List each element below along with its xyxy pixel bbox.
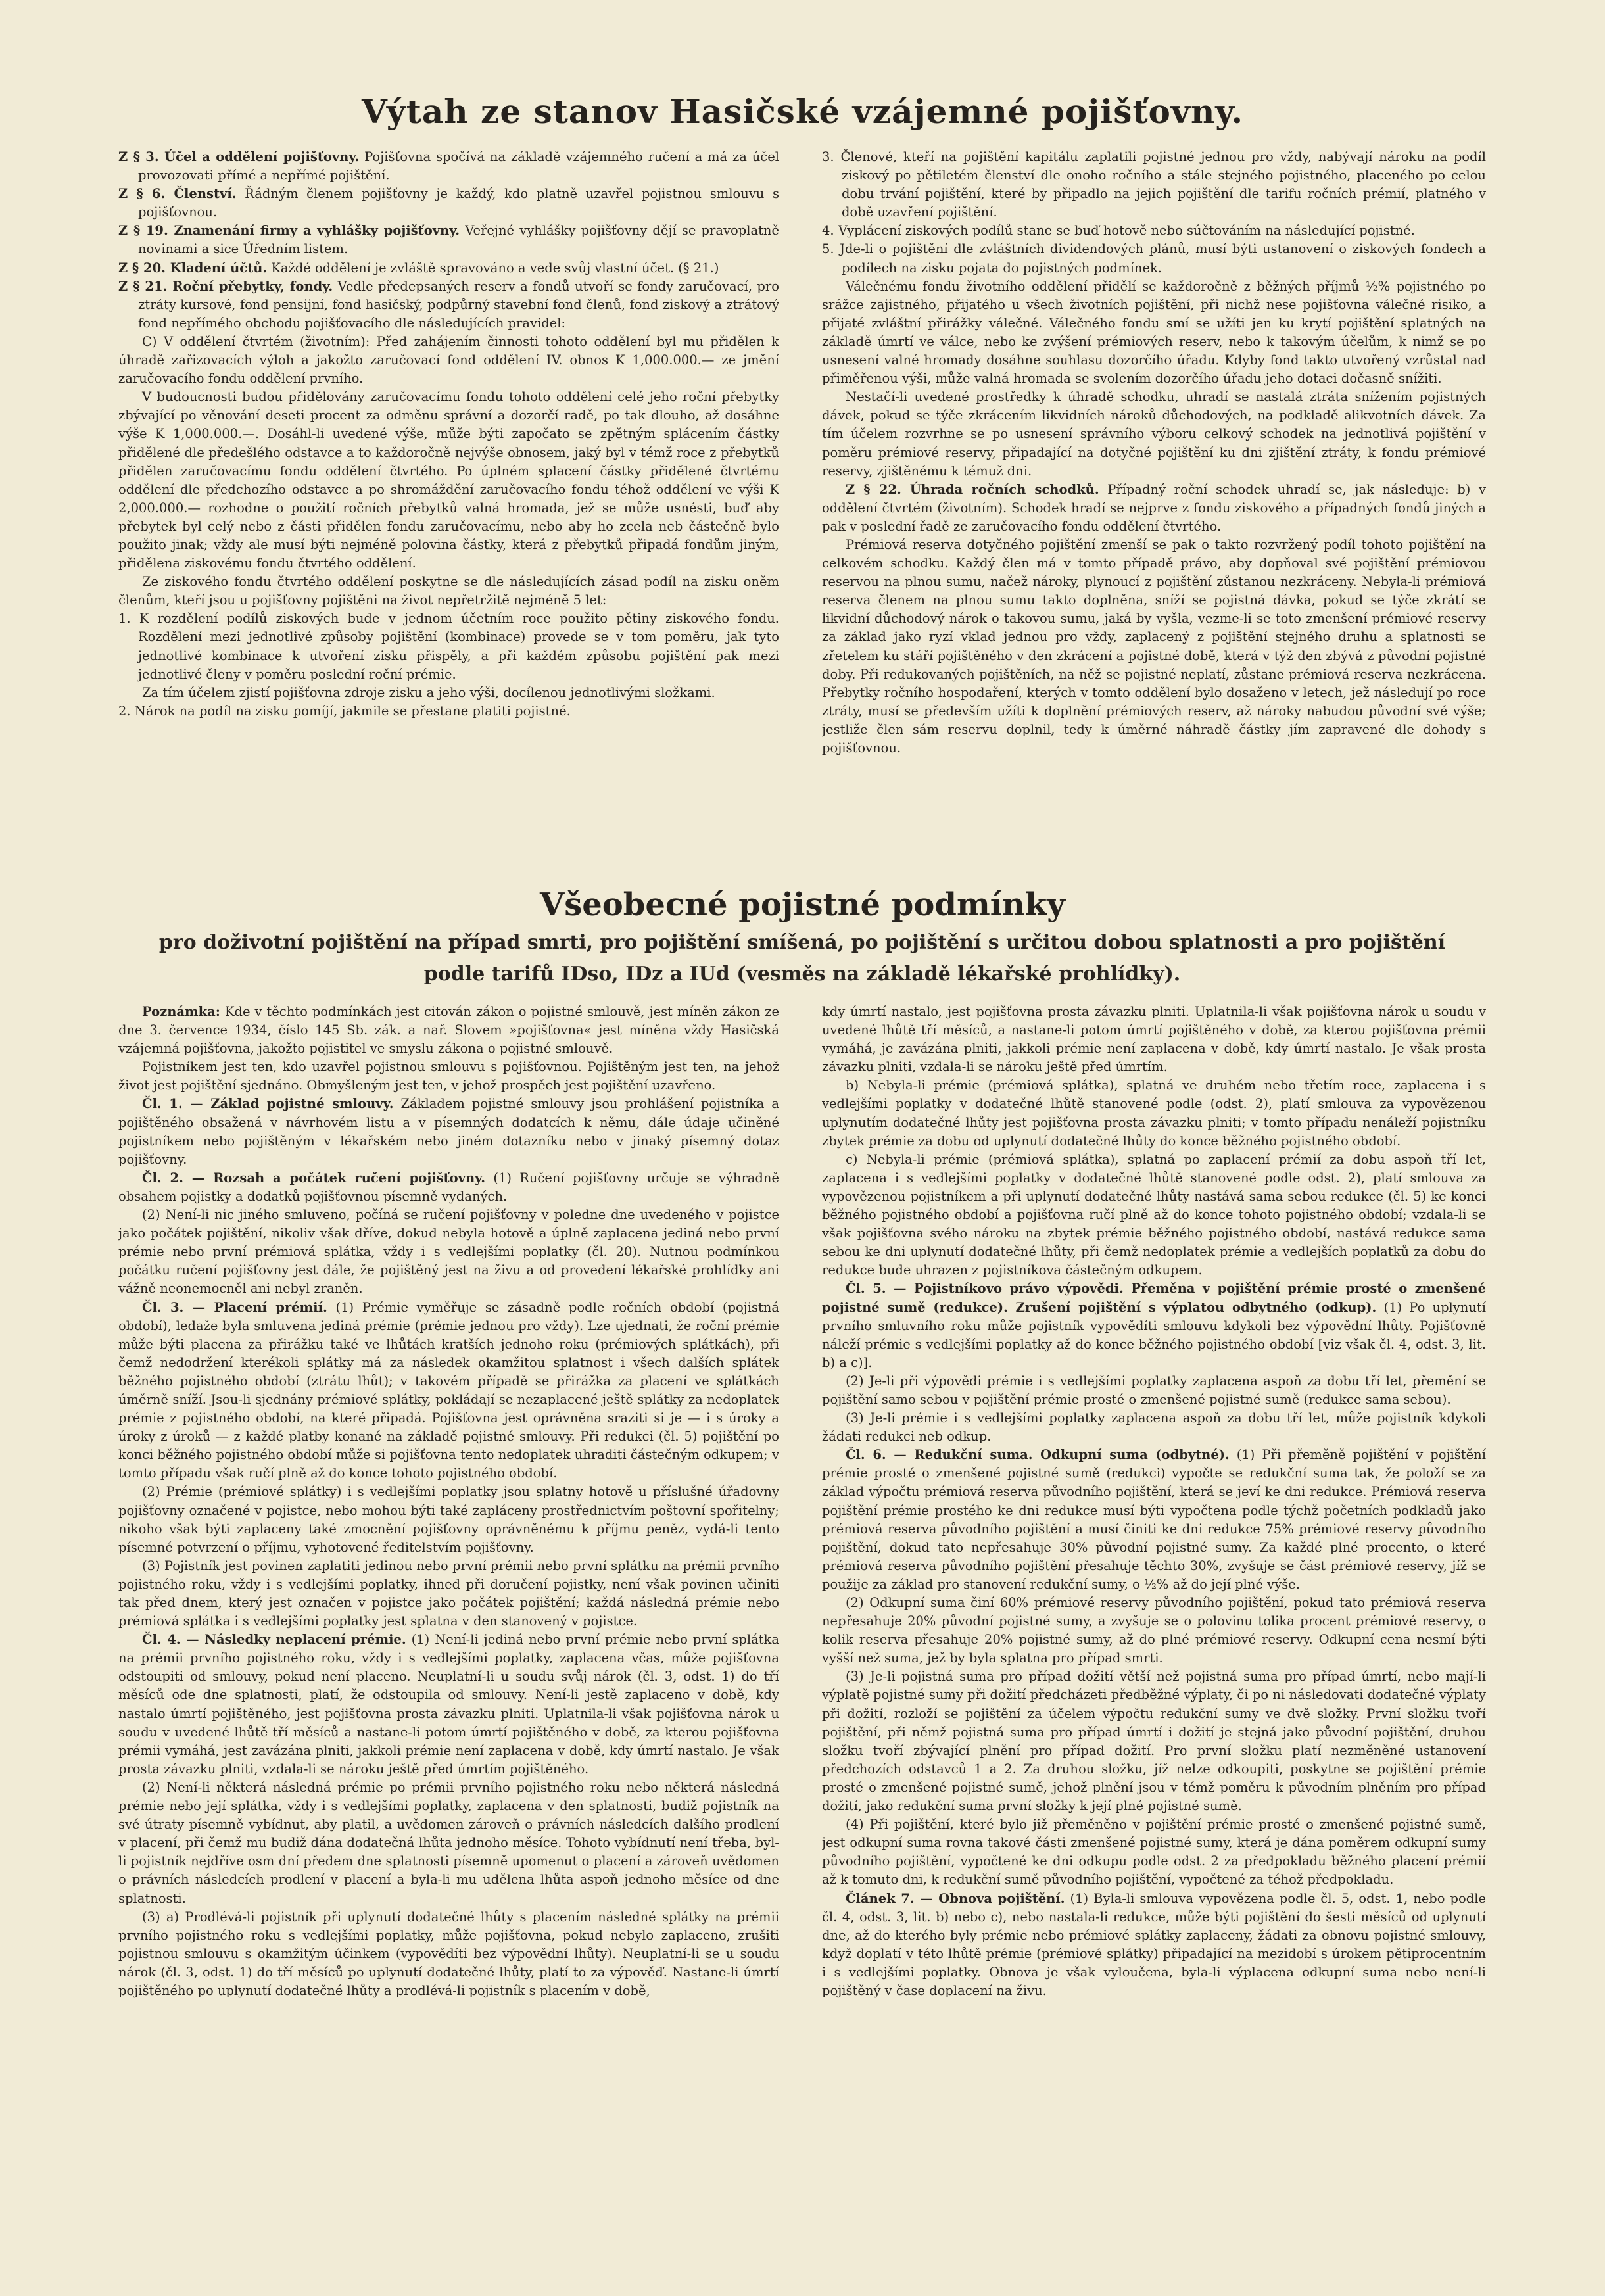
paragraph xyxy=(118,1206,779,1298)
paragraph xyxy=(822,481,1486,536)
paragraph-text: b) Nebyla-li prémie (prémiová splátka), splatná ve druhém nebo třetím roce, zaplacena i s vedlejšími poplatky v dodatečné lhůtě stanovené podle (odst. 2), platí smlouva za vypovězenou uplynutím dodatečné lhůty jest pojišťovna prosta závazku plniti; v tomto případu nenáleží pojistníku zbytek prémie za dobu od uplynutí dodatečné lhůty do konce běžného pojistného období. xyxy=(822,1078,1486,1149)
paragraph xyxy=(118,185,779,222)
paragraph xyxy=(822,148,1486,222)
paragraph-heading: Z § 22. Úhrada ročních schodků. xyxy=(846,481,1099,497)
paragraph xyxy=(118,1908,779,2000)
paragraph-heading: Čl. 3. — Placení prémií. xyxy=(142,1299,327,1315)
paragraph-heading: Čl. 1. — Základ pojistné smlouvy. xyxy=(142,1096,394,1112)
paragraph-text: (1) Při přeměně pojištění v pojištění prémie prosté o zmenšené pojistné sumě (redukci) vypočte se redukční suma tak, že položí se za základ výpočtu prémiová reserva původního pojištění, která se jeví ke dni redukce. Prémiová reserva pojištění prémie prostého ke dni redukce musí býti vypočtena podle týchž početních podkladů jako prémiová reserva původního pojištění a musí činiti ke dni redukce 75% prémiové reservy původního pojištění, dokud tato nepřesahuje 30% původní pojistné sumy. Za každé plné procento, o které prémiová reserva původního pojištění přesahuje těchto 30%, zvyšuje se část prémiové reservy, jíž se použije za základ pro stanovení redukční sumy, o ½% až do její plné výše. xyxy=(822,1447,1486,1592)
conditions-column-left xyxy=(118,1003,779,2285)
statutes-excerpt-title: Výtah ze stanov Hasičské vzájemné pojišťovny. xyxy=(361,92,1244,131)
paragraph-heading: Článek 7. — Obnova pojištění. xyxy=(846,1890,1065,1906)
paragraph-text: (2) Není-li nic jiného smluveno, počíná se ručení pojišťovny v poledne dne uvedeného v pojistce jako počátek pojištění, nikoliv však dříve, dokud nebyla hotově a úplně zaplacena jediná nebo první prémie nebo první prémiová splátka, vždy i s vedlejšími poplatky (čl. 20). Nutnou podmínkou počátku ručení pojišťovny jest dále, že pojištěný jest na živu a od provedení lékařské prohlídky ani vážně neonemocněl ani nebyl zraněn. xyxy=(118,1207,779,1297)
paragraph-text: (3) Pojistník jest povinen zaplatiti jedinou nebo první prémii nebo první splátku na prémii prvního pojistného roku, vždy i s vedlejšími poplatky, ihned při doručení pojistky, není však povinen učiniti tak před dnem, který jest označen v pojistce jako počátek pojištění; každá následná prémie nebo prémiová splátka i s vedlejšími poplatky jest splatna v den stanovený v pojistce. xyxy=(118,1558,779,1629)
paragraph-text: Pojistníkem jest ten, kdo uzavřel pojistnou smlouvu s pojišťovnou. Pojištěným jest ten, na jehož život jest pojištění sjednáno. Obmyšleným jest ten, v jehož prospěch jest pojištění uzavřeno. xyxy=(118,1059,779,1093)
paragraph-text: Kde v těchto podmínkách jest citován zákon o pojistné smlouvě, jest míněn zákon ze dne 3. července 1934, číslo 145 Sb. zák. a nař. Slovem »pojišťovna« jest míněna vždy Hasičská vzájemná pojišťovna, jakožto pojistitel ve smyslu zákona o pojistné smlouvě. xyxy=(118,1004,779,1057)
paragraph-text: C) V oddělení čtvrtém (životním): Před zahájením činnosti tohoto oddělení byl mu přidělen k úhradě zařizovacích výloh a jakožto zaručovací fond oddělení IV. obnos K 1,000.000.— ze jmění zaručovacího fondu oddělení prvního. xyxy=(118,333,779,387)
paragraph-text: Případný roční schodek uhradí se, jak následuje: b) v oddělení čtvrtém (životním). Schodek hradí se nejprve z fondu ziskového a případných fondů jiných a pak v poslední řadě ze zaručovacího fondu oddělení čtvrtého. xyxy=(822,481,1486,534)
paragraph xyxy=(822,1076,1486,1150)
paragraph-text: (1) Prémie vyměřuje se zásadně podle ročních období (pojistná období), ledaže byla smluvena jediná prémie (prémie jednou pro vždy). Lze ujednati, že roční prémie může býti placena za přirážku také ve lhůtách kratších jednoho roku (prémiových splátkách), při čemž nedodržení kterékoli splátky má za následek okamžitou splatnost i všech dalších splátek běžného pojistného období (ztrátu lhůt); v takovém případě se přirážka za placení ve splátkách úměrně sníží. Jsou-li sjednány prémiové splátky, pokládají se nezaplacené ještě splátky za nedoplatek prémie z pojistného období, na které připadá. Pojišťovna jest oprávněna sraziti si je — i s úroky a úroky z úroků — z každé platby konané na základě pojistné smlouvy. Při redukci (čl. 5) pojištění po konci běžného pojistného období může si pojišťovna tento nedoplatek uhraditi částečným odkupem; v tomto případu však ručí plně až do konce tohoto pojistného období. xyxy=(118,1299,779,1481)
paragraph-text: (2) Je-li při výpovědi prémie i s vedlejšími poplatky zaplacena aspoň za dobu tří let, přemění se pojištění samo sebou v pojištění prémie prosté o zmenšené pojistné sumě (redukce sama sebou). xyxy=(822,1373,1486,1407)
paragraph-text: (1) Ručení pojišťovny určuje se výhradně obsahem pojistky a dodatků pojišťovnou písemně vydaných. xyxy=(118,1170,779,1204)
paragraph xyxy=(822,240,1486,277)
paragraph xyxy=(118,1169,779,1206)
paragraph-heading: Z § 3. Účel a oddělení pojišťovny. xyxy=(118,149,360,164)
paragraph xyxy=(118,1299,779,1483)
paragraph-text: 4. Vyplácení ziskových podílů stane se buď hotově nebo súčtováním na následující pojistné. xyxy=(822,223,1415,239)
paragraph xyxy=(118,1557,779,1631)
paragraph-heading: Z § 6. Členství. xyxy=(118,186,237,202)
paragraph-heading: Čl. 4. — Následky neplacení prémie. xyxy=(142,1632,406,1648)
paragraph-text: kdy úmrtí nastalo, jest pojišťovna prosta závazku plniti. Uplatnila-li však pojišťovna nárok u soudu v uvedené lhůtě tří měsíců, a nastane-li potom úmrtí pojištěného v době, za kterou pojišťovna prémii vymáhá, je zavázána plniti, jakkoli prémie není zaplacena v době, kdy úmrtí nastalo. Je však prosta závazku plniti, vzdala-li se nároku ještě před úmrtím. xyxy=(822,1004,1486,1075)
paragraph xyxy=(822,1815,1486,1889)
paragraph xyxy=(822,1446,1486,1594)
paragraph xyxy=(118,702,779,721)
paragraph xyxy=(822,1372,1486,1409)
paragraph-text: (2) Odkupní suma činí 60% prémiové reservy původního pojištění, pokud tato prémiová reserva nepřesahuje 20% původní pojistné sumy, a zvyšuje se o polovinu tolika procent prémiové reservy, o kolik reserva přesahuje 20% pojistné sumy, až do plné prémiové reservy. Odkupní cena nesmí býti vyšší než suma, jež by byla splatna pro případ smrti. xyxy=(822,1595,1486,1666)
paragraph-text: Válečnému fondu životního oddělení přidělí se každoročně z běžných příjmů ½% pojistného po srážce zajistného, přijatého u všech životních pojištění, při nichž nese pojišťovna válečné risiko, a přijaté zvláštní přirážky válečné. Válečného fondu smí se užíti jen ku krytí pojištění splatných na základě úmrtí ve válce, nebo ke zvýšení prémiových reserv, nebo k takovým účelům, k nimž se po usnesení valné hromady dosáhne souhlasu dozorčího úřadu. Kdyby fond takto utvořený vzrůstal nad přiměřenou výši, může valná hromada se svolením dozorčího úřadu jeho dotaci dočasně snížiti. xyxy=(822,278,1486,387)
paragraph xyxy=(118,333,779,388)
paragraph-text: (1) Není-li jediná nebo první prémie nebo první splátka na prémii prvního pojistného roku, vždy i s vedlejšími poplatky, zaplacena včas, může pojišťovna odstoupiti od smlouvy, pokud není placeno. Neuplatní-li u soudu svůj nárok (čl. 3, odst. 1) do tří měsíců ode dne splatnosti, platí, že odstoupila od smlouvy. Není-li jestě zaplaceno v době, kdy nastalo úmrtí pojištěného, jest pojišťovna prosta závazku plniti. Uplatnila-li však pojišťovna nárok u soudu v uvedené lhůtě tří měsíců a nastane-li potom úmrtí pojištěného v době, za kterou pojišťovna prémii vymáhá, jest zavázána plniti, jakkoli prémie není zaplacena v době, kdy úmrtí nastalo. Je však prosta závazku plniti, vzdala-li se nároku ještě před úmrtím pojištěného. xyxy=(118,1632,779,1777)
paragraph-text: Ze ziskového fondu čtvrtého oddělení poskytne se dle následujících zásad podíl na zisku oněm členům, kteří jsou u pojišťovny pojištěni na život nepřetržitě nejméně 5 let: xyxy=(118,574,779,608)
paragraph-text: 3. Členové, kteří na pojištění kapitálu zaplatili pojistné jednou pro vždy, nabývají nároku na podíl ziskový po pětiletém členství dle onoho ročního a stále stejného pojistného, placeného po celou dobu trvání pojištění, které by připadlo na jejich pojištění dle tarifu ročních prémií, platného v době uzavření pojištění. xyxy=(822,149,1486,220)
paragraph-text: (3) Je-li pojistná suma pro případ dožití větší než pojistná suma pro případ úmrtí, nebo mají-li výplatě pojistné sumy při dožití předcházeti předběžné výplaty, či po ni následovati dodatečné výplaty při dožití, rozloží se pojištění za účelem výpočtu redukční sumy ve dvě složky. První složku tvoří pojištění, při němž pojistná suma pro případ úmrtí i dožití je stejná jako původní pojištění, druhou složku tvoří zbývající plnění pro případ dožití. Pro první složku platí nezměněné ustanovení předchozích odstavců 1 a 2. Za druhou složku, jíž nelze odkoupiti, poskytne se pojištění prémie prosté o zmenšené pojistné sumě, jehož plnění jsou v témž poměru k původním plněním pro případ dožití, jako redukční suma první složky k její plné pojistné sumě. xyxy=(822,1669,1486,1814)
paragraph-heading: Z § 19. Znamenání firmy a vyhlášky pojišťovny. xyxy=(118,223,460,239)
paragraph-heading: Z § 20. Kladení účtů. xyxy=(118,260,268,275)
paragraph-text: 2. Nárok na podíl na zisku pomíjí, jakmile se přestane platiti pojistné. xyxy=(118,703,571,719)
paragraph-text: (1) Byla-li smlouva vypovězena podle čl. 5, odst. 1, nebo podle čl. 4, odst. 3, lit. b) nebo c), nebo nastala-li redukce, může býti pojištění do šesti měsíců od uplynutí dne, až do kterého byly prémie nebo prémiové splátky zaplaceny, žádati za obnovu pojistné smlouvy, když doplatí v této lhůtě prémie (prémiové splátky) připadající na mezidobí s úrokem pětiprocentním i s vedlejšími poplatky. Obnova je však vyloučena, byla-li výplacena odkupní suma nebo není-li pojištěný v čase doplacení na živu. xyxy=(822,1890,1486,1998)
paragraph-text: Nestačí-li uvedené prostředky k úhradě schodku, uhradí se nastalá ztráta snížením pojistných dávek, pokud se týče zkrácením likvidních nároků důchodových, na podkladě alikvotních dávek. Za tím účelem rozvrhne se po usnesení správního výboru celkový schodek na jednotlivá pojištění v poměru prémiové reservy, připadající na dotyčné pojištění ku dni zjištění ztráty, k fondu prémiové reservy, zjištěnému k témuž dni. xyxy=(822,389,1486,479)
paragraph-text: (2) Není-li některá následná prémie po prémii prvního pojistného roku nebo některá následná prémie nebo její splátka, vždy i s vedlejšími poplatky, zaplacena v den splatnosti, budiž pojistník na své útraty písemně vybídnut, aby platil, a uvědomen zároveň o právních následcích dalšího prodlení v placení, při čemž mu budiž dána dodatečná lhůta jednoho měsíce. Tohoto vybídnutí není třeba, byl-li pojistník nejdříve osm dní předem dne splatnosti písemně upomenut o placení a zároveň uvědomen o právních následcích prodlení v placení a byla-li mu udělena lhůta aspoň jednoho měsíce od dne splatnosti. xyxy=(118,1779,779,1906)
paragraph-text: 5. Jde-li o pojištění dle zvláštních dividendových plánů, musí býti ustanovení o ziskových fondech a podílech na zisku pojata do pojistných podmínek. xyxy=(822,241,1486,275)
paragraph xyxy=(118,684,779,702)
conditions-column-right xyxy=(822,1003,1486,2285)
paragraph-text: Vedle předepsaných reserv a fondů utvoří se fondy zaručovací, pro ztráty kursové, fond pensijní, fond hasičský, podpůrný stavební fond členů, fond ziskový a ztrátový fond nepřímého obchodu pojišťovacího dle následujících pravidel: xyxy=(138,278,779,331)
paragraph-text: Řádným členem pojišťovny je každý, kdo platně uzavřel pojistnou smlouvu s pojišťovnou. xyxy=(138,186,779,220)
paragraph-text: Za tím účelem zjistí pojišťovna zdroje zisku a jeho výši, docílenou jednotlivými složkami. xyxy=(142,684,715,700)
paragraph-text: Každé oddělení je zvláště spravováno a vede svůj vlastní účet. (§ 21.) xyxy=(267,260,719,275)
paragraph-heading: Poznámka: xyxy=(142,1004,221,1019)
paragraph-text: c) Nebyla-li prémie (prémiová splátka), splatná po zaplacení prémií za dobu aspoň tří let, zaplacena i s vedlejšími poplatky v dodatečné lhůtě stanovené podle odst. 2), platí smlouva za vypovězenou pojistníkem a při uplynutí dodatečné lhůty nastává sama sebou redukce (čl. 5) ke konci běžného pojistného období a pojišťovna ručí plně až do konce tohoto pojistného období; vzdala-li se však pojišťovna svého nároku na zbytek prémie běžného pojistného období, nastává redukce sama sebou ke dni uplynutí dodatečné lhůty, při čemž nedoplatek prémie a vedlejších poplatků za dobu do redukce bude uhrazen z pojistníkova částečným odkupem. xyxy=(822,1151,1486,1278)
paragraph-text: V budoucnosti budou přidělovány zaručovacímu fondu tohoto oddělení celé jeho roční přebytky zbývající po věnování deseti procent za odměnu správní a dozorčí radě, po tak dlouho, až dosáhne výše K 1,000.000.—. Dosáhl-li uvedené výše, může býti započato se zpětným splácením částky přidělené dle předešlého odstavce a to každoročně nejvýše obnosem, jaký byl v témž roce z přebytků přidělen zaručovacímu fondu oddělení čtvrtého. Po úplném splacení částky přidělené čtvrtému oddělení dle předchozího odstavce a po shromáždění zaručovacího fondu téhož oddělení ve výši K 2,000.000.— rozhodne o použití ročních přebytků valná hromada, jež se může usnésti, buď aby přebytek byl celý nebo z části přidělen fondu zaručovacímu, nebo aby ho zcela neb částečně bylo použito jinak; vždy ale musí býti nejméně polovina částky, která z přebytků připadá fondům jiným, přidělena ziskovému fondu čtvrtého oddělení. xyxy=(118,389,779,571)
paragraph xyxy=(822,388,1486,480)
paragraph xyxy=(118,1058,779,1095)
statutes-column-right xyxy=(822,148,1486,878)
paragraph-text: 1. K rozdělení podílů ziskových bude v jednom účetním roce použito pětiny ziskového fondu. Rozdělení mezi jednotlivé způsoby pojištění (kombinace) provede se v tom poměru, jak tyto jednotlivé kombinace k utvoření zisku přispěly, a při každém způsobu pojištění pak mezi jednotlivé členy v poměru poslední roční prémie. xyxy=(118,611,779,682)
paragraph-heading: Čl. 6. — Redukční suma. Odkupní suma (odbytné). xyxy=(846,1447,1230,1463)
paragraph xyxy=(118,222,779,258)
paragraph xyxy=(118,1779,779,1908)
paragraph xyxy=(118,1003,779,1058)
paragraph xyxy=(822,277,1486,389)
paragraph xyxy=(118,1483,779,1556)
paragraph-text: (1) Po uplynutí prvního smluvního roku může pojistník vypovědíti smlouvu kdykoli bez výpovědní lhůty. Pojišťovně náleží prémie s vedlejšími poplatky až do konce běžného pojistného období [viz však čl. 4, odst. 3, lit. b) a c)]. xyxy=(822,1299,1486,1370)
paragraph xyxy=(822,1003,1486,1076)
paragraph-text: Veřejné vyhlášky pojišťovny dějí se pravoplatně novinami a sice Úředním listem. xyxy=(138,223,779,257)
paragraph xyxy=(118,259,779,277)
general-conditions-title: Všeobecné pojistné podmínky xyxy=(539,886,1066,923)
paragraph-text: (2) Prémie (prémiové splátky) i s vedlejšími poplatky jsou splatny hotově u příslušné úřadovny pojišťovny označené v pojistce, nebo mohou býti také zapláceny prostřednictvím poštovní spořitelny; nikoho však býti zaplaceny také zmocnění pojišťovny oprávněnému k příjmu peněz, vydá-li tento písemné potvrzení o příjmu, vyhotovené ředitelstvím pojišťovny. xyxy=(118,1484,779,1555)
statutes-column-left xyxy=(118,148,779,861)
paragraph xyxy=(118,1631,779,1779)
paragraph xyxy=(118,388,779,573)
paragraph-heading: Z § 21. Roční přebytky, fondy. xyxy=(118,278,333,294)
paragraph xyxy=(118,1095,779,1168)
paragraph xyxy=(822,1280,1486,1372)
paragraph xyxy=(822,1151,1486,1280)
paragraph xyxy=(118,148,779,185)
paragraph xyxy=(822,1594,1486,1667)
paragraph-text: (4) Při pojištění, které bylo již přeměněno v pojištění prémie prosté o zmenšené pojistné sumě, jest odkupní suma rovna takové části zmenšené pojistné sumy, která je dána poměrem odkupní sumy původního pojištění, vypočtené ke dni odkupu podle odst. 2 za předpokladu běžného placení prémií až k tomuto dni, k redukční sumě původního pojištění, vypočtené za téhož předpokladu. xyxy=(822,1817,1486,1888)
paragraph-text: Základem pojistné smlouvy jsou prohlášení pojistníka a pojištěného obsažená v návrhovém listu a v písemných dodatcích k němu, dále údaje učiněné pojistníkem nebo pojištěným v lékařském nebo jiném dotazníku nebo v jinaký písemný dotaz pojišťovny. xyxy=(118,1096,779,1167)
paragraph xyxy=(822,222,1486,240)
paragraph xyxy=(118,610,779,683)
paragraph-text: Prémiová reserva dotyčného pojištění zmenší se pak o takto rozvržený podíl tohoto pojištění na celkovém schodku. Každý člen má v tomto případě právo, aby dopňoval své pojištění prémiovou reservou na plnou sumu, načež nároky, plynoucí z pojištění zůstanou nezkráceny. Nebyla-li prémiová reserva členem na plnou sumu takto doplněna, sníží se pojistná dávka, pokud se týče zkrátí se likvidní důchodový nárok o takovou sumu, jaká by vyšla, vezme-li se toto zmenšení prémiové reservy za základ jako ryzí vklad jednou pro vždy, zaplacený z pojištění stejného druhu a splatnosti se zřetelem ku stáří pojištěného v den zkrácení a pojistné době, která v týž den zbývá z původní pojistné doby. Při redukovaných pojištěních, na něž se pojistné neplatí, zůstane prémiová reserva nezkrácena. Přebytky ročního hospodaření, kterých v tomto oddělení bylo dosaženo v letech, jež následují po roce ztráty, musí se především užíti k doplnění prémiových reserv, až nároky nabudou původní své výše; jestliže člen sám reservu doplnil, tedy k úměrné náhradě částky jím zapravené dle dohody s pojišťovnou. xyxy=(822,537,1486,755)
paragraph-heading: Čl. 2. — Rozsah a počátek ručení pojišťovny. xyxy=(142,1170,486,1185)
paragraph-text: Pojišťovna spočívá na základě vzájemného ručení a má za účel provozovati přímé a nepřímé pojištění. xyxy=(138,149,779,183)
paragraph xyxy=(822,1667,1486,1815)
paragraph-text: (3) a) Prodlévá-li pojistník při uplynutí dodatečné lhůty s placením následné splátky na prémii prvního pojistného roku s vedlejšími poplatky, může pojišťovna, pokud nebylo zaplaceno, zrušiti pojistnou smlouvu s okamžitým účinkem (vypovědíti bez výpovědní lhůty). Neuplatní-li se u soudu nárok (čl. 3, odst. 1) do tří měsíců po uplynutí dodatečné lhůty, platí to za výpověď. Nastane-li úmrtí pojištěného po uplynutí dodatečné lhůty a prodlévá-li pojistník s placením v době, xyxy=(118,1909,779,1998)
paragraph xyxy=(118,277,779,333)
paragraph-heading: Čl. 5. — Pojistníkovo právo výpovědi. Přeměna v pojištění prémie prosté o zmenšené pojistné sumě (redukce). Zrušení pojištění s výplatou odbytného (odkup). xyxy=(822,1281,1486,1315)
general-conditions-subtitle: pro doživotní pojištění na případ smrti, pro pojištění smíšená, po pojištění s určitou dobou splatnosti a pro pojištění podle tarifů IDso, IDz a IUd (vesměs na základě lékařské prohlídky). xyxy=(158,931,1446,986)
paragraph xyxy=(822,1890,1486,2001)
paragraph xyxy=(822,536,1486,757)
paragraph xyxy=(822,1409,1486,1446)
paragraph-text: (3) Je-li prémie i s vedlejšími poplatky zaplacena aspoň za dobu tří let, může pojistník kdykoli žádati redukci neb odkup. xyxy=(822,1410,1486,1445)
paragraph xyxy=(118,573,779,610)
